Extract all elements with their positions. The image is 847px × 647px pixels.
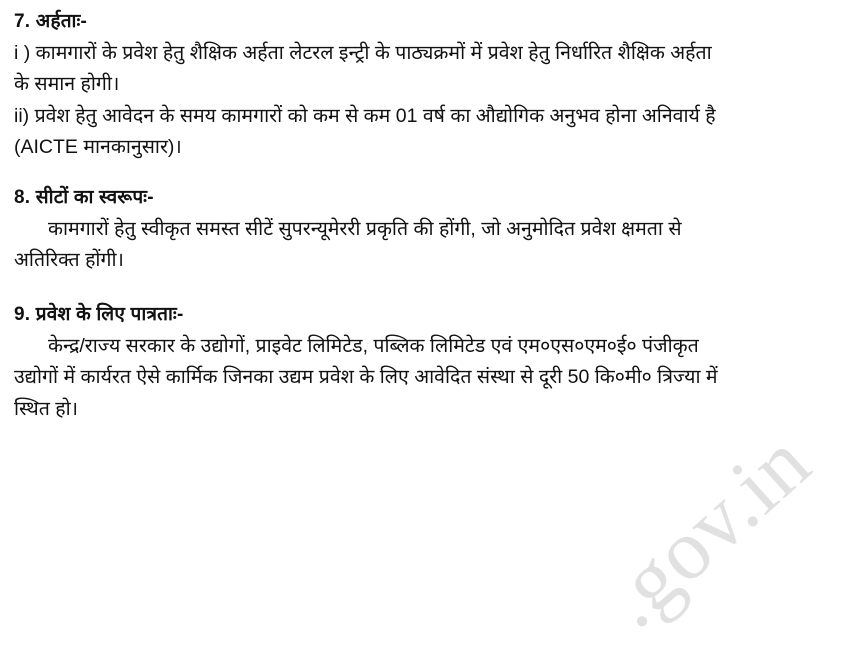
watermark-text: .gov.in xyxy=(584,413,828,646)
section-seats-nature xyxy=(14,186,821,277)
paragraph-line: अतिरिक्त होंगी। xyxy=(14,249,124,272)
section-heading-7: 7. अर्हताः- xyxy=(14,11,88,32)
paragraph-line: के समान होगी। xyxy=(14,73,120,96)
paragraph-line: i ) कामगारों के प्रवेश हेतु शैक्षिक अर्हता लेटरल इन्ट्री के पाठ्यक्रमों में प्रवेश हेतु निर्धारित शैक्षिक अर्हता xyxy=(14,41,712,64)
paragraph-line: उद्योगों में कार्यरत ऐसे कार्मिक जिनका उद्यम प्रवेश के लिए आवेदित संस्था से दूरी 50 कि०मी० त्रिज्या में xyxy=(14,366,718,389)
section-heading-9: 9. प्रवेश के लिए पात्रताः- xyxy=(14,303,184,325)
paragraph-line: (AICTE मानकानुसार)। xyxy=(14,136,182,159)
section-eligibility xyxy=(14,303,821,425)
paragraph-7-i xyxy=(14,38,821,101)
section-heading-8: 8. सीटों का स्वरूपः- xyxy=(14,187,154,209)
paragraph-9-1 xyxy=(14,331,821,426)
paragraph-line: ii) प्रवेश हेतु आवेदन के समय कामगारों को कम से कम 01 वर्ष का औद्योगिक अनुभव होना अनिवार्य है xyxy=(14,104,716,127)
paragraph-7-ii xyxy=(14,101,821,164)
paragraph-line: केन्द्र/राज्य सरकार के उद्योगों, प्राइवेट लिमिटेड, पब्लिक लिमिटेड एवं एम०एस०एम०ई० पंजीकृत xyxy=(48,334,699,357)
paragraph-line: कामगारों हेतु स्वीकृत समस्त सीटें सुपरन्यूमेररी प्रकृति की होंगी, जो अनुमोदित प्रवेश क्षमता से xyxy=(48,217,682,240)
paragraph-8-1 xyxy=(14,214,821,277)
paragraph-line: स्थित हो। xyxy=(14,397,79,420)
section-arhata xyxy=(14,10,821,164)
